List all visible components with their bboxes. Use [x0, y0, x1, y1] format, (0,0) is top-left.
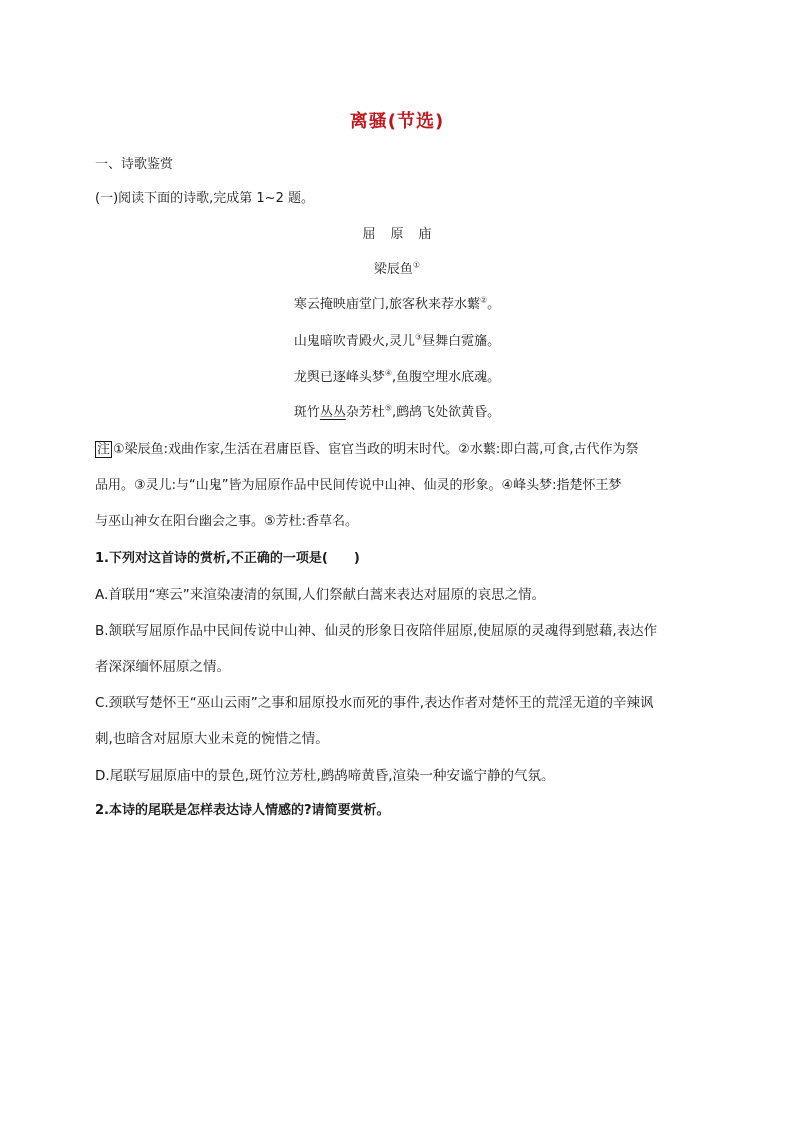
question-2-stem: 2.本诗的尾联是怎样表达诗人情感的?请简要赏析。: [95, 803, 390, 818]
page-title: 离骚(节选): [349, 111, 445, 132]
notes-line: 品用。③灵儿:与“山鬼”皆为屈原作品中民间传说中山神、仙灵的形象。④峰头梦:指楚怀王梦: [95, 478, 622, 493]
notes-line: 与巫山神女在阳台幽会之事。⑤芳杜:香草名。: [95, 514, 359, 529]
question-1-stem: 1.下列对这首诗的赏析,不正确的一项是( ): [95, 551, 360, 566]
poem-line-text: 昼舞白霓旛。: [422, 334, 501, 349]
notes-label-box: 注: [97, 442, 111, 457]
notes-line: [95, 441, 638, 459]
poem-line: [0, 296, 794, 314]
poem-line: [0, 333, 794, 351]
poem-line-text: ,鹧鸪飞处欲黄昏。: [392, 405, 501, 420]
footnote-marker: ①: [412, 260, 421, 270]
poem-author-name: 梁辰鱼: [373, 262, 413, 277]
question-1-option-d: D.尾联写屈原庙中的景色,斑竹泣芳杜,鹧鸪啼黄昏,渲染一种安谧宁静的气氛。: [95, 768, 555, 784]
question-1-option-b-cont: 者深深缅怀屈原之情。: [95, 659, 230, 675]
footnote-marker: ④: [384, 368, 393, 378]
question-1-option-a: A.首联用“寒云”来渲染凄清的氛围,人们祭献白蒿来表达对屈原的哀思之情。: [95, 587, 546, 603]
poem-line: [0, 404, 794, 422]
question-1-option-b: B.颔联写屈原作品中民间传说中山神、仙灵的形象日夜陪伴屈原,使屈原的灵魂得到慰藉,表达作: [95, 623, 658, 639]
footnote-marker: ⑤: [384, 403, 393, 413]
poem-line-text: 斑竹: [293, 405, 320, 420]
poem-line-text: 杂芳杜: [345, 405, 385, 420]
footnote-marker: ②: [479, 295, 488, 305]
section-heading: 一、诗歌鉴赏: [95, 157, 174, 172]
poem-line-text: 寒云掩映庙堂门,旅客秋来荐水蘩: [293, 297, 480, 312]
poem-title: 屈原庙: [362, 227, 447, 242]
poem-author: [0, 261, 794, 279]
poem-line-text: 山鬼暗吹青殿火,灵儿: [293, 334, 415, 349]
underlined-phrase: 丛丛: [319, 405, 346, 420]
question-1-option-c-cont: 刺,也暗含对屈原大业未竟的惋惜之情。: [95, 731, 329, 747]
reading-instruction: (一)阅读下面的诗歌,完成第 1~2 题。: [95, 191, 314, 206]
notes-text: ①梁辰鱼:戏曲作家,生活在君庸臣昏、宦官当政的明末时代。②水蘩:即白蒿,可食,古代作为祭: [113, 442, 639, 457]
poem-line-text: 。: [487, 297, 501, 312]
poem-line-text: ,鱼腹空埋水底魂。: [392, 370, 501, 385]
poem-line-text: 龙舆已逐峰头梦: [293, 370, 385, 385]
poem-line: [0, 369, 794, 387]
footnote-marker: ③: [414, 332, 423, 342]
question-1-option-c: C.颈联写楚怀王“巫山云雨”之事和屈原投水而死的事件,表达作者对楚怀王的荒淫无道的辛辣讽: [95, 695, 654, 711]
